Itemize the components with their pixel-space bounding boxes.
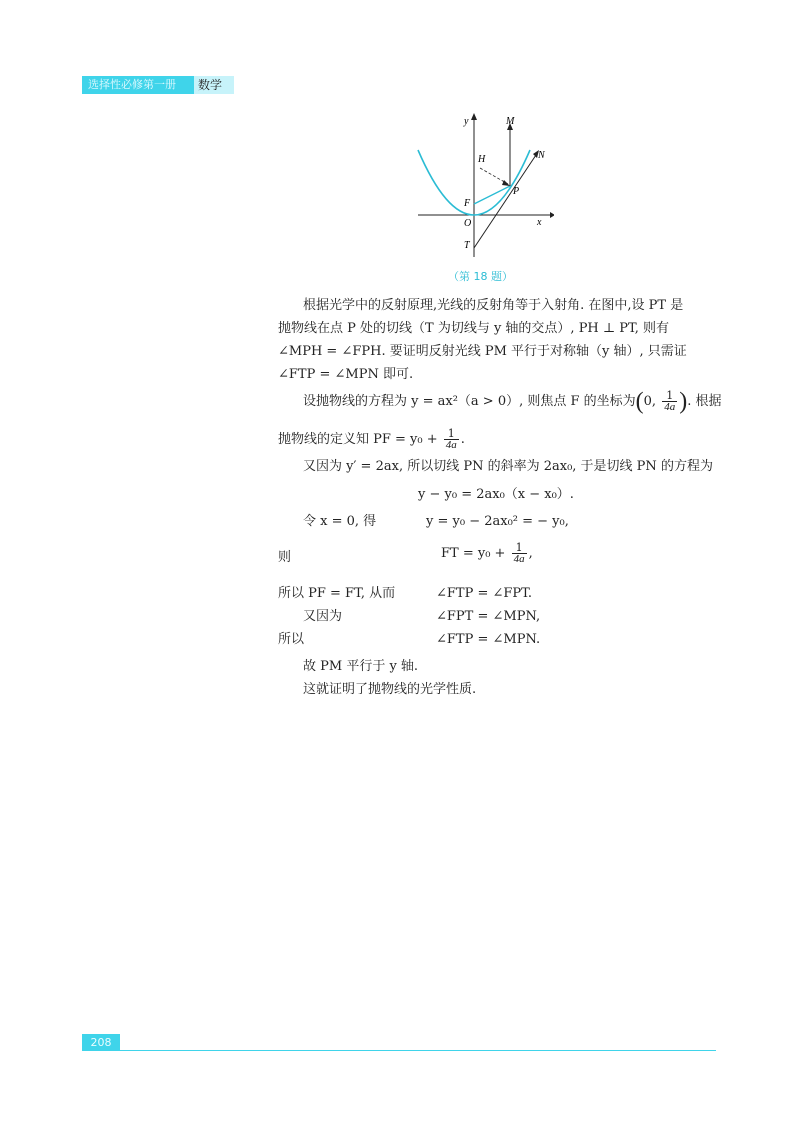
frac-den: 4a (664, 401, 676, 413)
paren-open: ( (635, 388, 644, 415)
frac-num: 1 (512, 542, 527, 554)
label-N: N (538, 150, 545, 161)
x-axis-arrow (550, 212, 554, 218)
ft-equation-end: , (528, 546, 533, 561)
label-H: H (478, 154, 486, 165)
label-T: T (464, 240, 470, 251)
ft-equation-text: FT = y₀ + (441, 546, 510, 561)
ze-label: 则 (278, 550, 292, 565)
para2-line2 (278, 428, 465, 451)
conclusion-line1: 故 PM 平行于 y 轴. (303, 659, 419, 674)
book-title: 选择性必修第一册 (82, 76, 194, 94)
para3-line1: 又因为 y′ = 2ax, 所以切线 PN 的斜率为 2ax₀, 于是切线 PN 的方程为 (303, 459, 713, 474)
para2-line1 (303, 390, 721, 413)
para4-line1-eq: ∠FTP = ∠FPT. (436, 586, 533, 601)
ling-equation: y = y₀ − 2ax₀² = − y₀, (426, 514, 569, 529)
figure-caption: （第 18 题） (448, 270, 513, 283)
footer-rule (120, 1050, 716, 1051)
para2-line2-text: 抛物线的定义知 PF = y₀ + (278, 432, 442, 447)
tangent-equation: y − y₀ = 2ax₀（x − x₀）. (418, 487, 574, 502)
para1-line2: 抛物线在点 P 处的切线（T 为切线与 y 轴的交点）, PH ⊥ PT, 则有 (278, 321, 670, 336)
para4-line2-eq: ∠FPT = ∠MPN, (436, 609, 541, 624)
parabola-figure (414, 112, 554, 262)
frac-num: 1 (662, 390, 677, 402)
page-number: 208 (82, 1034, 120, 1051)
tangent-line-TN (474, 152, 538, 248)
focus-fraction (662, 390, 677, 413)
frac-den: 4a (445, 439, 457, 451)
ling-label: 令 x = 0, 得 (303, 514, 377, 529)
label-M: M (506, 116, 515, 127)
para4-line2-label: 又因为 (303, 609, 343, 624)
frac-num: 1 (444, 428, 459, 440)
para1-line4: ∠FTP = ∠MPN 即可. (278, 367, 414, 382)
y-axis-arrow (471, 113, 477, 120)
para4-line1-label: 所以 PF = FT, 从而 (278, 586, 396, 601)
running-header (82, 76, 234, 94)
conclusion-line2: 这就证明了抛物线的光学性质. (303, 682, 477, 697)
label-P: P (513, 186, 520, 197)
paren-close: ) (679, 388, 688, 415)
pf-fraction (444, 428, 459, 451)
para2-line1-end: . 根据 (687, 394, 722, 409)
ft-equation (441, 542, 533, 565)
para4-line3-eq: ∠FTP = ∠MPN. (436, 632, 541, 647)
label-F: F (464, 198, 471, 209)
subject-label: 数学 (194, 76, 234, 94)
focus-coord-x: 0, (643, 394, 661, 409)
label-y: y (464, 116, 469, 127)
para2-line2-end: . (460, 432, 465, 447)
para1-line3: ∠MPH = ∠FPH. 要证明反射光线 PM 平行于对称轴（y 轴）, 只需证 (278, 344, 687, 359)
label-x: x (537, 217, 542, 228)
para4-line3-label: 所以 (278, 632, 305, 647)
para1-line1: 根据光学中的反射原理,光线的反射角等于入射角. 在图中,设 PT 是 (303, 298, 684, 313)
para2-line1-text: 设抛物线的方程为 y = ax²（a > 0）, 则焦点 F 的坐标为 (303, 394, 636, 409)
frac-den: 4a (513, 553, 525, 565)
label-O: O (464, 218, 472, 229)
ft-fraction (512, 542, 527, 565)
